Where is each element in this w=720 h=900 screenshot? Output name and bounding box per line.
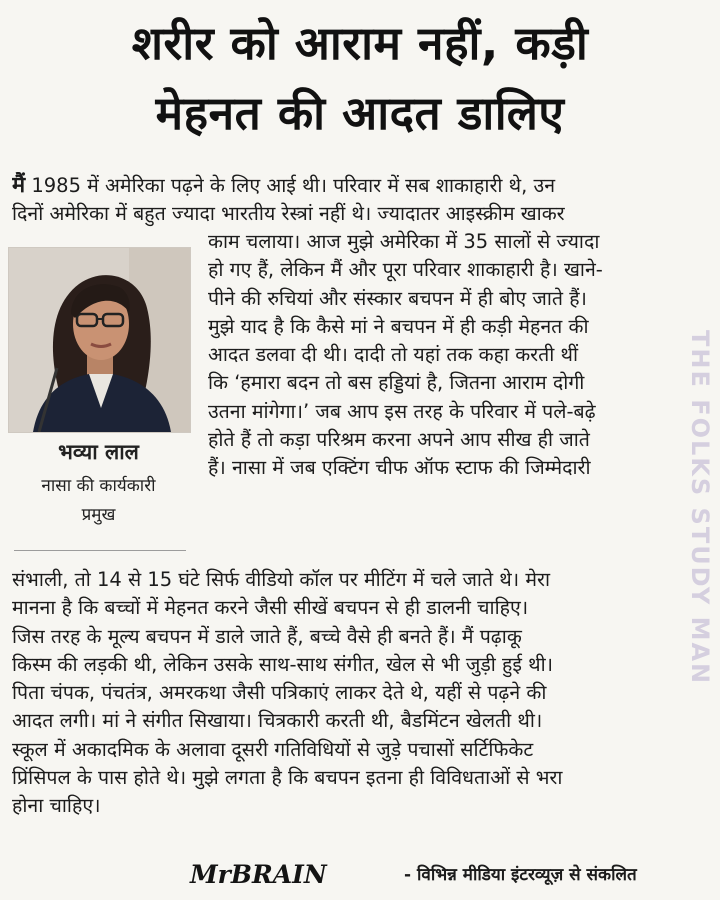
portrait-image-icon <box>9 248 190 432</box>
article-line: संभाली, तो 14 से 15 घंटे सिर्फ वीडियो कॉल पर मीटिंग में चले जाते थे। मेरा <box>12 568 551 591</box>
article-line: मानना है कि बच्चों में मेहनत करने जैसी सीखें बचपन से ही डालनी चाहिए। <box>12 596 529 620</box>
caption-divider <box>14 550 186 551</box>
article-line: किस्म की लड़की थी, लेकिन उसके साथ-साथ संगीत, खेल से भी जुड़ी हुई थी। <box>12 652 554 676</box>
article-bottom <box>12 566 712 821</box>
article-line: होना चाहिए। <box>12 794 101 818</box>
article-line: मैं 1985 में अमेरिका पढ़ने के लिए आई थी। परिवार में सब शाकाहारी थे, उन <box>12 173 556 198</box>
drop-cap: मैं <box>12 173 26 198</box>
article-line: हो गए हैं, लेकिन मैं और पूरा परिवार शाकाहारी है। खाने- <box>208 258 603 282</box>
article-line: स्कूल में अकादमिक के अलावा दूसरी गतिविधियों से जुड़े पचासों सर्टिफिकेट <box>12 737 534 761</box>
article-wrap <box>208 228 714 483</box>
article-line: कि ‘हमारा बदन तो बस हड्डियां है, जितना आराम दोगी <box>208 371 585 395</box>
portrait-photo <box>8 247 191 433</box>
footer-brand-logo: MrBRAIN <box>190 860 327 889</box>
photo-caption-role <box>8 472 189 530</box>
article-line: उतना मांगेगा।’ जब आप इस तरह के परिवार में पले-बढ़े <box>208 399 596 423</box>
article-line: होते हैं तो कड़ा परिश्रम करना अपने आप सीख ही जाते <box>208 428 590 452</box>
article-line: काम चलाया। आज मुझे अमेरिका में 35 सालों से ज्यादा <box>208 230 600 253</box>
article-line: हैं। नासा में जब एक्टिंग चीफ ऑफ स्टाफ की जिम्मेदारी <box>208 456 591 480</box>
article-line: पीने की रुचियां और संस्कार बचपन में ही बोए जाते हैं। <box>208 286 587 310</box>
article-line: आदत डलवा दी थी। दादी तो यहां तक कहा करती थीं <box>208 343 579 367</box>
photo-caption-role-line: प्रमुख <box>81 505 116 525</box>
article-line: आदत लगी। मां ने संगीत सिखाया। चित्रकारी करती थी, बैडमिंटन खेलती थी। <box>12 709 543 733</box>
article-line: मुझे याद है कि कैसे मां ने बचपन में ही कड़ी मेहनत की <box>208 314 589 338</box>
headline-line-2: मेहनत की आदत डालिए <box>155 86 565 140</box>
article-line: दिनों अमेरिका में बहुत ज्यादा भारतीय रेस्त्रां नहीं थे। ज्यादातर आइस्क्रीम खाकर <box>12 202 565 226</box>
watermark: THE FOLKS STUDY MAN <box>686 330 714 686</box>
article-line: जिस तरह के मूल्य बचपन में डाले जाते हैं, बच्चे वैसे ही बनते हैं। मैं पढ़ाकू <box>12 624 522 648</box>
headline-line-1: शरीर को आराम नहीं, कड़ी <box>131 16 589 70</box>
photo-caption-name: भव्या लाल <box>58 440 139 464</box>
article-line: पिता चंपक, पंचतंत्र, अमरकथा जैसी पत्रिकाएं लाकर देते थे, यहीं से पढ़ने की <box>12 681 547 705</box>
headline <box>0 8 720 148</box>
footer-source-credit: - विभिन्न मीडिया इंटरव्यूज़ से संकलित <box>404 865 637 885</box>
article-line: प्रिंसिपल के पास होते थे। मुझे लगता है कि बचपन इतना ही विविधताओं से भरा <box>12 766 563 790</box>
photo-caption-role-line: नासा की कार्यकारी <box>41 476 156 496</box>
article-top <box>12 172 712 229</box>
